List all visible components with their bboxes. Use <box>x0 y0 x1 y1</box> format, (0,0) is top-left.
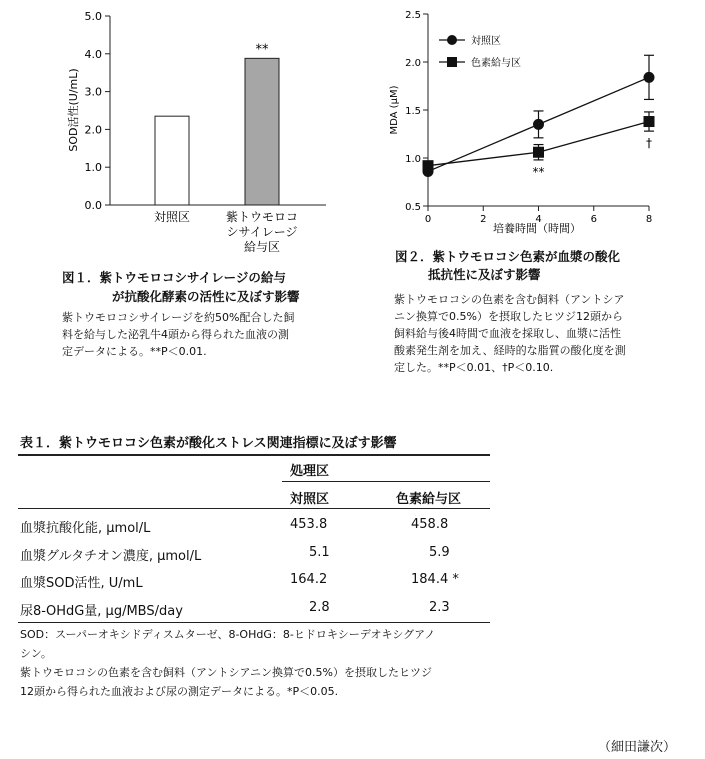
table-cell: 453.8 <box>290 517 328 532</box>
fig1-y-tick-label: 2.0 <box>84 123 102 137</box>
figure1-note-line: 定データによる。**P＜0.01. <box>62 345 207 358</box>
fig2-x-tick-label: 2 <box>480 214 487 225</box>
fig2-y-tick-label: 2.0 <box>405 58 421 69</box>
table-cell: 184.4 * <box>411 572 459 587</box>
figure1-caption-line: 図１．紫トウモロコシサイレージの給与 <box>62 270 286 285</box>
fig1-y-axis-label: SOD活性(U/mL) <box>67 68 80 152</box>
fig2-x-tick-label: 8 <box>645 214 653 225</box>
table-footnote-line: シン。 <box>20 647 52 660</box>
fig2-x-tick-label: 6 <box>590 214 597 225</box>
table-row-label: 血漿抗酸化能, μmol/L <box>20 521 151 536</box>
figure2-line-chart <box>355 0 705 245</box>
table-title: 表１．紫トウモロコシ色素が酸化ストレス関連指標に及ぼす影響 <box>20 436 397 451</box>
figure2-note-line: 飼料給与後4時間で血液を採取し、血漿に活性 <box>394 327 621 340</box>
fig2-y-tick-label: 1.0 <box>405 154 421 165</box>
figure2-note-line: 紫トウモロコシの色素を含む飼料（アントシア <box>394 293 625 306</box>
fig2-point-square <box>644 116 655 127</box>
fig1-significance-label: ** <box>255 42 269 58</box>
fig2-y-axis-label: MDA (μM) <box>389 85 400 135</box>
table-top-rule <box>18 454 490 456</box>
table-cell: 2.8 <box>309 600 330 615</box>
fig2-point-circle <box>533 119 544 130</box>
table-row-label: 血漿グルタチオン濃度, μmol/L <box>20 549 202 564</box>
table-cell: 5.1 <box>309 545 330 560</box>
fig2-x-tick-label: 0 <box>424 214 432 225</box>
fig2-legend-label: 色素給与区 <box>471 58 521 69</box>
fig2-x-tick-label: 4 <box>535 214 542 225</box>
table-header-rule <box>18 508 490 509</box>
fig2-significance-label: † <box>646 136 652 151</box>
table-row-label: 血漿SOD活性, U/mL <box>20 576 143 591</box>
fig1-y-tick-label: 5.0 <box>84 10 102 23</box>
table-column-header: 色素給与区 <box>396 492 462 507</box>
figure2-note-line: 酸素発生剤を加え、経時的な脂質の酸化度を測 <box>394 344 626 357</box>
table-column-header: 対照区 <box>290 492 330 507</box>
fig2-point-square <box>423 160 434 171</box>
table-bottom-rule <box>18 622 490 623</box>
figure2-caption-line: 図２．紫トウモロコシ色素が血漿の酸化 <box>395 249 621 264</box>
figure1-note <box>62 309 294 360</box>
figure2-note <box>394 291 626 376</box>
table-cell: 5.9 <box>429 545 450 560</box>
fig2-point-square <box>533 147 544 158</box>
fig2-y-tick-label: 2.5 <box>405 10 421 21</box>
fig2-x-axis-label: 培養時間（時間） <box>493 222 581 235</box>
fig1-category-label: 給与区 <box>243 240 281 254</box>
fig2-y-tick-label: 0.5 <box>405 202 421 213</box>
fig2-significance-label: ** <box>532 164 545 179</box>
figure1-caption-line: が抗酸化酵素の活性に及ぼす影響 <box>112 289 300 304</box>
table-row-label: 尿8-OHdG量, μg/MBS/day <box>20 604 183 619</box>
table-group-header: 処理区 <box>290 464 330 479</box>
table-footnote-line: SOD：スーパーオキシドディスムターゼ、8-OHdG：8-ヒドロキシーデオキシグアノ <box>20 628 436 641</box>
fig2-legend-label: 対照区 <box>471 36 501 47</box>
table-group-rule <box>282 481 490 482</box>
figure2-caption-title <box>395 248 620 284</box>
table-cell: 2.3 <box>429 600 450 615</box>
figure1-bar-chart <box>0 0 350 265</box>
fig1-y-tick-label: 3.0 <box>84 85 102 99</box>
table-footnote-line: 12頭から得られた血液および尿の測定データによる。*P＜0.05. <box>20 685 339 698</box>
table-footnote-line: 紫トウモロコシの色素を含む飼料（アントシアニン換算で0.5%）を摂取したヒツジ <box>20 666 432 679</box>
author-credit: （細田謙次） <box>598 740 677 755</box>
fig2-legend-marker <box>447 35 457 45</box>
fig1-y-tick-label: 4.0 <box>84 47 102 61</box>
fig2-y-tick-label: 1.5 <box>405 106 421 117</box>
figure2-note-line: 定した。**P＜0.01、†P＜0.10. <box>394 361 554 374</box>
fig1-bar <box>245 58 279 205</box>
fig2-point-circle <box>644 72 655 83</box>
figure2-note-line: ニン換算で0.5%）を摂取したヒツジ12頭から <box>394 310 623 323</box>
table-footnote <box>20 625 435 701</box>
fig1-category-label: 紫トウモロコ <box>225 210 299 224</box>
fig2-legend-marker <box>447 57 457 67</box>
fig1-category-label: シサイレージ <box>226 225 298 239</box>
figure1-note-line: 紫トウモロコシサイレージを約50%配合した飼 <box>62 311 295 324</box>
fig1-y-tick-label: 0.0 <box>84 199 102 212</box>
fig1-y-tick-label: 1.0 <box>84 161 102 175</box>
figure2-caption-line: 抵抗性に及ぼす影響 <box>428 267 541 282</box>
figure1-note-line: 料を給与した泌乳牛4頭から得られた血液の測 <box>62 328 289 341</box>
fig1-bar <box>155 116 189 205</box>
table-cell: 458.8 <box>411 517 449 532</box>
figure1-caption-title <box>62 268 300 306</box>
fig1-category-label: 対照区 <box>153 210 191 224</box>
table-cell: 164.2 <box>290 572 328 587</box>
